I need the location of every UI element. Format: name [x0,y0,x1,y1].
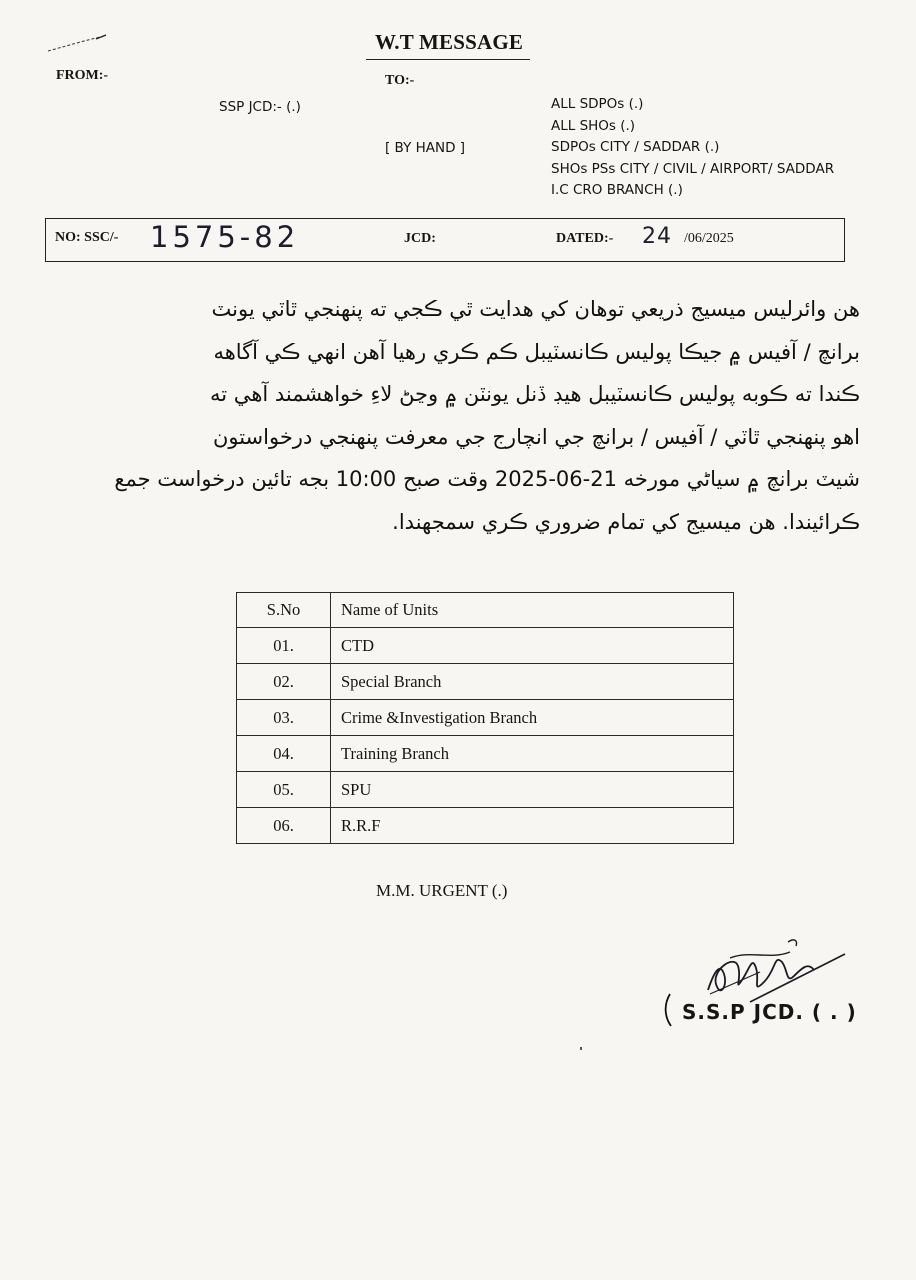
body-line: برانچ / آفيس ۾ جيڪا پوليس ڪانسٽيبل ڪم ڪري رهيا آهن انهي ڪي آگاهه [213,339,860,364]
cell-unit: Crime &Investigation Branch [331,700,734,736]
table-row [237,628,734,664]
body-line: ڪندا ته ڪوبه پوليس ڪانسٽيبل هيڊ ڏنل يونٽن ۾ وڃڻ لاءِ خواهشمند آهي ته [210,382,860,406]
recipient: ALL SDPOs (.) [551,96,644,112]
cell-unit: R.R.F [331,808,734,844]
units-table [236,592,734,844]
header-unit-name: Name of Units [331,593,734,628]
message-body [50,288,860,543]
table-header-row [237,593,734,628]
recipient: SDPOs CITY / SADDAR (.) [551,139,720,155]
recipient-list [551,94,834,202]
delivery-method: [ BY HAND ] [385,140,466,156]
cell-unit: Training Branch [331,736,734,772]
recipient: SHOs PSs CITY / CIVIL / AIRPORT/ SADDAR [551,160,835,177]
table-row [237,664,734,700]
cell-sno: 04. [237,736,331,772]
to-label: TO:- [385,73,415,88]
signature-bracket-icon [660,992,674,1028]
date-day-handwritten: 24 [642,224,672,249]
from-value: SSP JCD:- (.) [219,99,301,115]
document-title: W.T MESSAGE [375,30,524,54]
body-line: شيٽ برانچ ۾ سياڻي مورخه 21-06-2025 وقت صبح 10:00 بجه تائين درخواست جمع [114,467,860,491]
urgency-note: M.M. URGENT (.) [376,881,508,900]
ink-speck [580,1047,582,1050]
pen-mark [46,32,108,54]
signatory-title: S.S.P JCD. ( . ) [682,1000,857,1024]
body-line: ڪرائيندا. هن ميسيج کي تمام ضروري ڪري سمجهندا. [392,509,860,534]
body-line: هن وائرليس ميسيج ذريعي توهان کي هدايت ٿي ڪجي ته پنهنجي ٿاٽي يونٽ [211,297,860,321]
recipient: ALL SHOs (.) [551,117,636,134]
cell-sno: 01. [237,628,331,664]
cell-unit: Special Branch [331,664,734,700]
table-row [237,700,734,736]
body-line: اهو پنهنجي ٿاٽي / آفيس / برانچ جي انچارج جي معرفت پنهنجي درخواستون [212,424,860,449]
title-underline [366,59,530,60]
ref-no-handwritten: 1575-82 [150,220,300,254]
cell-unit: CTD [331,628,734,664]
cell-sno: 03. [237,700,331,736]
table-row [237,736,734,772]
jcd-label: JCD: [404,231,436,246]
table-row [237,772,734,808]
header-sno: S.No [237,593,331,628]
recipient: I.C CRO BRANCH (.) [551,182,683,198]
cell-sno: 06. [237,808,331,844]
date-month-year: /06/2025 [684,231,734,246]
ref-no-label: NO: SSC/- [55,230,119,245]
cell-unit: SPU [331,772,734,808]
dated-label: DATED:- [556,231,614,246]
cell-sno: 02. [237,664,331,700]
from-label: FROM:- [56,68,109,83]
cell-sno: 05. [237,772,331,808]
table-row [237,808,734,844]
